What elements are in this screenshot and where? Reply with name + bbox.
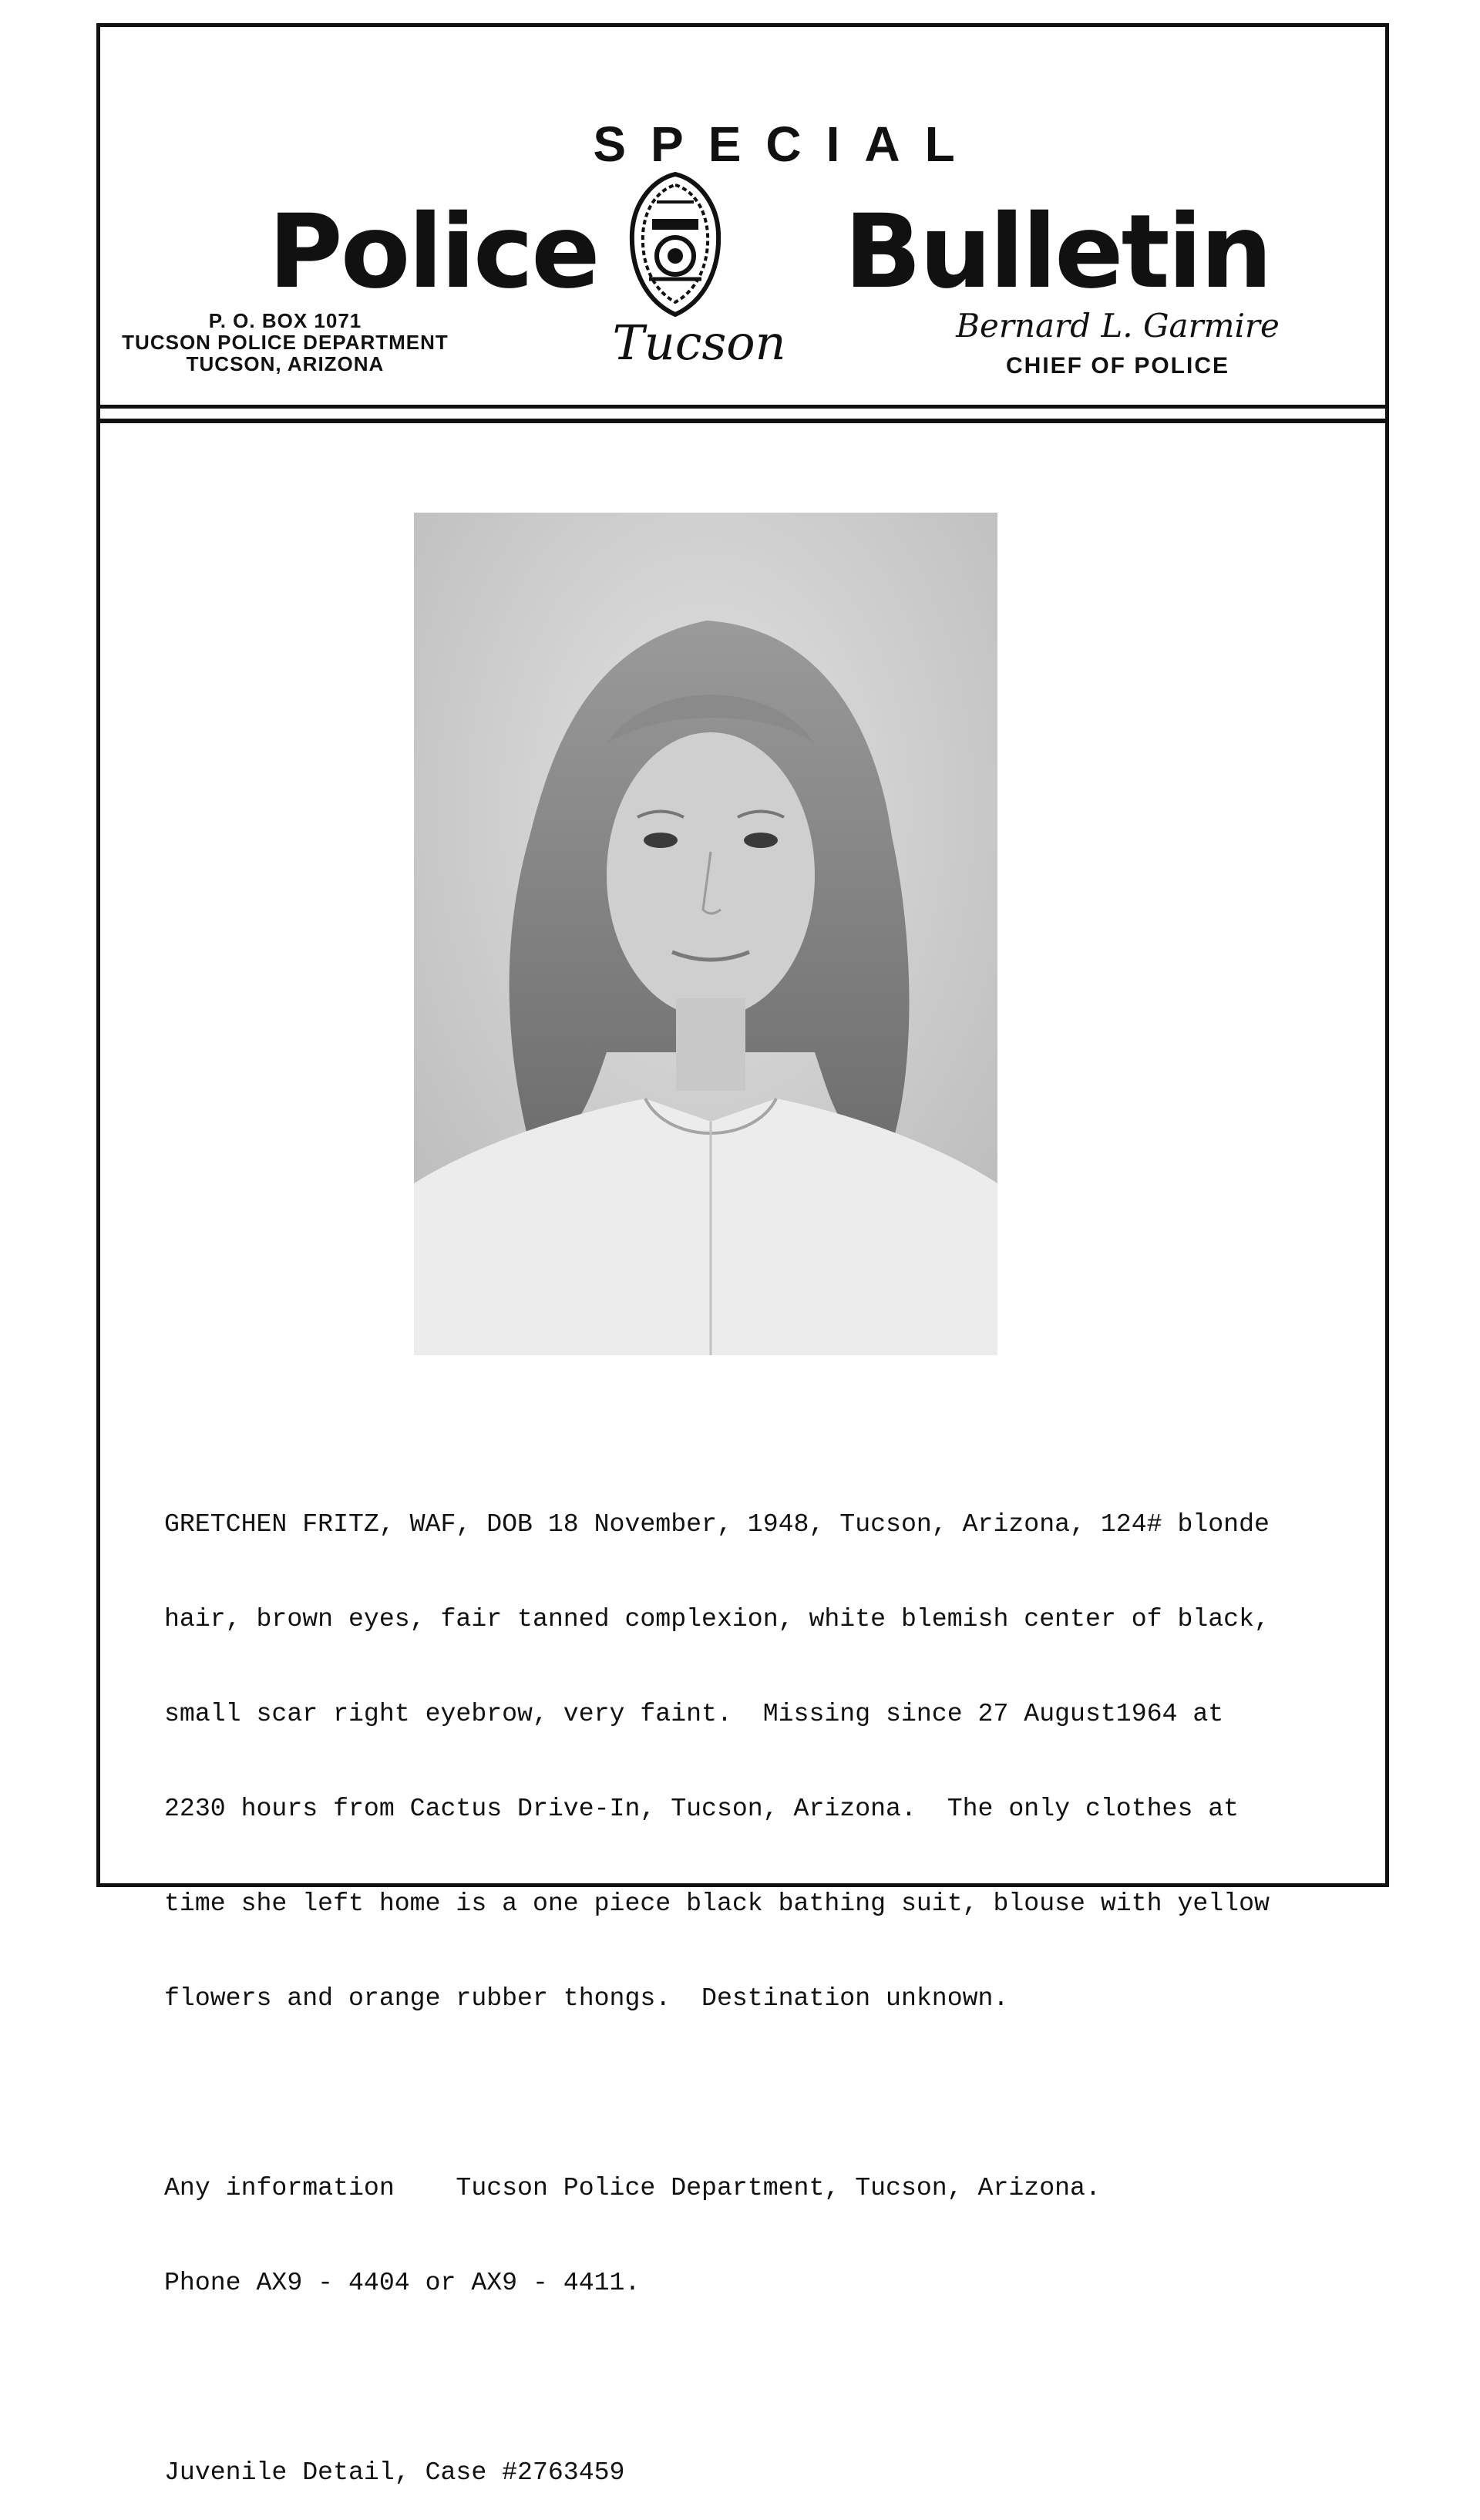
city-name: Tucson [612, 315, 786, 371]
contact-line: Phone AX9 - 4404 or AX9 - 4411. [164, 2268, 641, 2297]
special-heading: SPECIAL [593, 116, 980, 172]
header-divider-bottom [96, 419, 1389, 423]
police-badge-icon [626, 171, 725, 318]
address-line: TUCSON POLICE DEPARTMENT [122, 331, 449, 354]
spacer [164, 2362, 1336, 2394]
title-bulletin: Bulletin [844, 193, 1270, 311]
description-line: hair, brown eyes, fair tanned complexion, white blemish center of black, [164, 1604, 1270, 1633]
address-block [108, 310, 462, 375]
title-police: Police [268, 193, 598, 311]
missing-person-photo [414, 513, 997, 1355]
description-line: GRETCHEN FRITZ, WAF, DOB 18 November, 1948, Tucson, Arizona, 124# blonde [164, 1509, 1270, 1539]
description-line: flowers and orange rubber thongs. Destination unknown. [164, 1983, 1009, 2013]
description-line: 2230 hours from Cactus Drive-In, Tucson, Arizona. The only clothes at [164, 1794, 1240, 1823]
bulletin-text [164, 1445, 1336, 2520]
description-line: time she left home is a one piece black bathing suit, blouse with yellow [164, 1889, 1270, 1918]
address-line: P. O. BOX 1071 [208, 309, 362, 332]
description-line: small scar right eyebrow, very faint. Missing since 27 August1964 at [164, 1699, 1224, 1728]
spacer [164, 2078, 1336, 2109]
chief-title: CHIEF OF POLICE [1005, 353, 1229, 379]
chief-signature: Bernard L. Garmire [956, 307, 1280, 345]
address-line: TUCSON, ARIZONA [186, 352, 385, 375]
header-divider-top [96, 405, 1389, 409]
case-number: Juvenile Detail, Case #2763459 [164, 2458, 625, 2487]
contact-line: Any information Tucson Police Department, Tucson, Arizona. [164, 2173, 1101, 2202]
